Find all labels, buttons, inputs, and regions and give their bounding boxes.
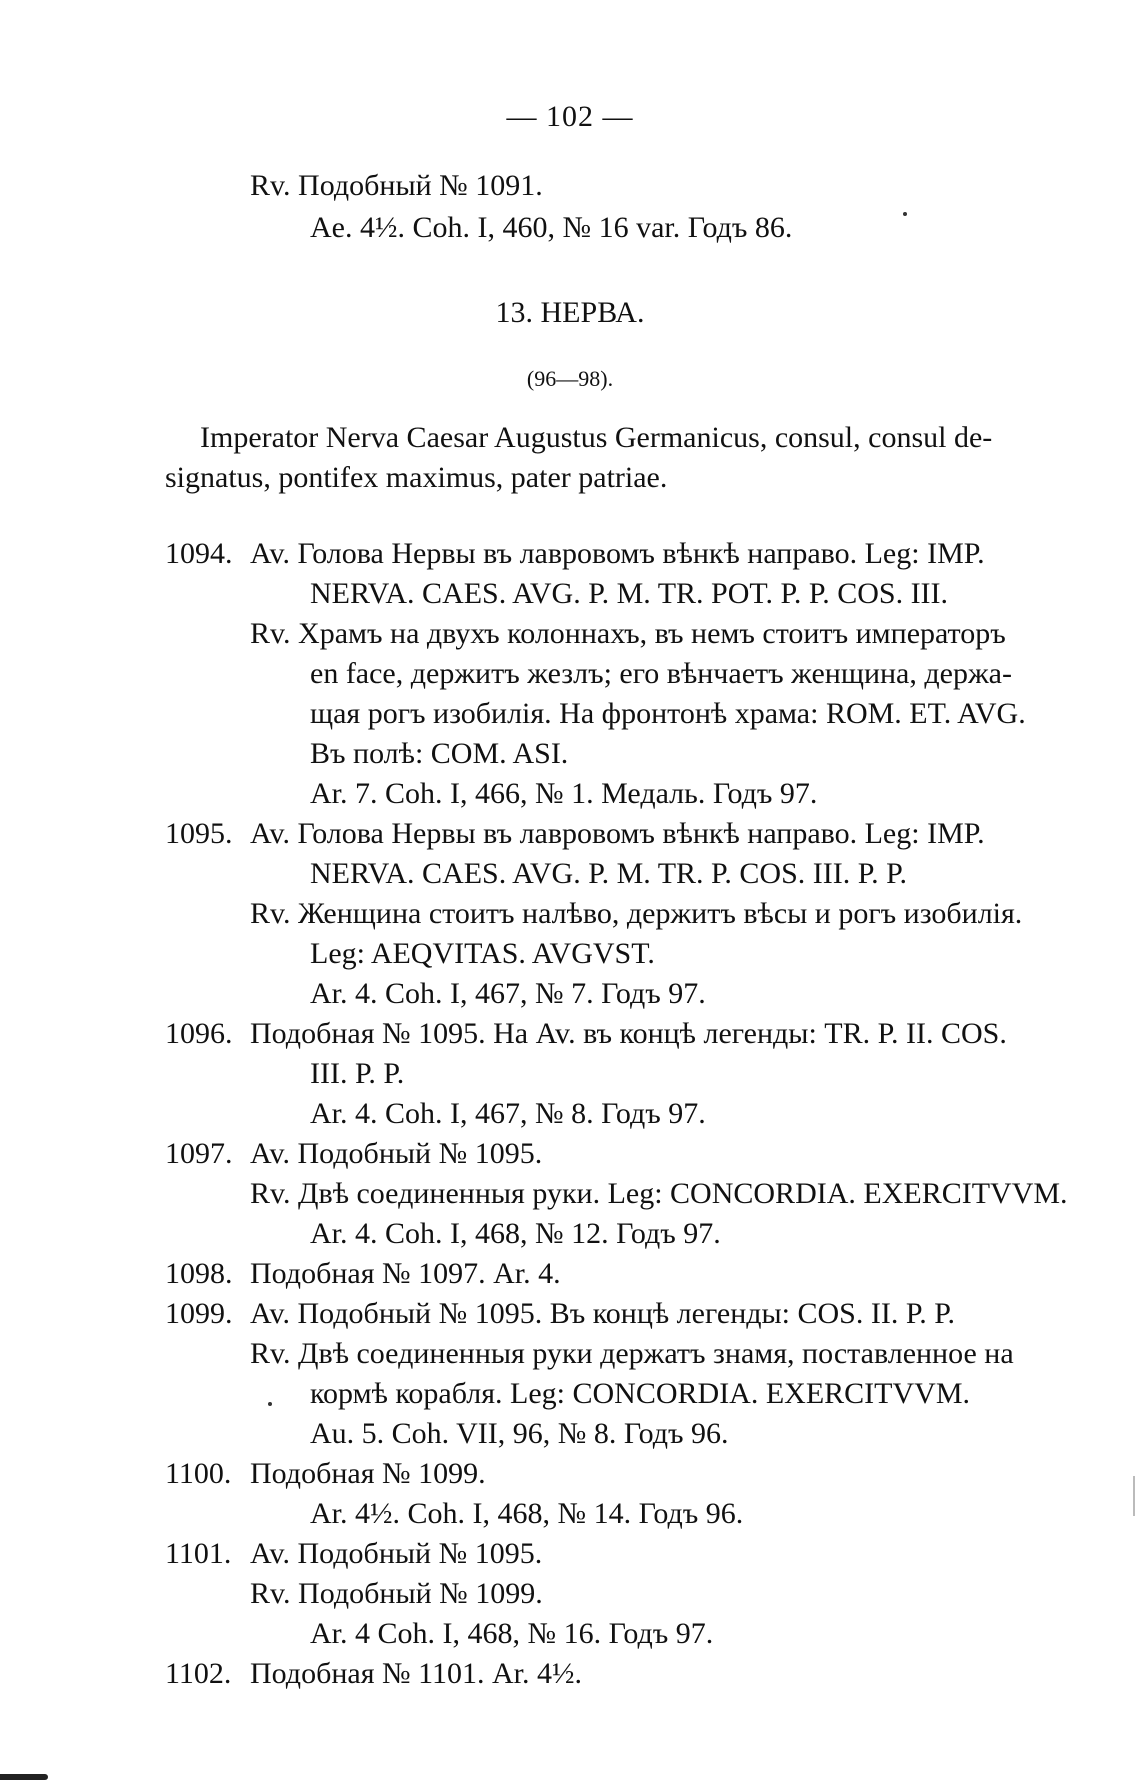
entry-line: щая рогъ изобилія. На фронтонѣ храма: ROM. ET. AVG.	[310, 697, 1026, 730]
section-years: (96—98).	[526, 366, 614, 391]
entry-number: 1095.	[165, 817, 233, 850]
entry-line: Leg: AEQVITAS. AVGVST.	[310, 937, 655, 970]
scan-edge-mark	[0, 1774, 48, 1780]
entry-number: 1102.	[165, 1657, 232, 1690]
scan-speck	[903, 212, 907, 216]
intro-text: Imperator Nerva Caesar Augustus Germanicus, consul, consul de-	[200, 421, 993, 454]
entry-number: 1100.	[165, 1457, 232, 1490]
entry-line: Av. Голова Нервы въ лавровомъ вѣнкѣ направо. Leg: IMP.	[250, 537, 985, 570]
entry-line: Ar. 4½. Coh. I, 468, № 14. Годъ 96.	[310, 1497, 744, 1530]
entry-number: 1094.	[165, 537, 233, 570]
entry-line: Rv. Храмъ на двухъ колоннахъ, въ немъ стоитъ императоръ	[250, 617, 1006, 650]
entry-number: 1099.	[165, 1297, 233, 1330]
entry-line: Ar. 7. Coh. I, 466, № 1. Медаль. Годъ 97.	[310, 777, 818, 810]
entry-line: Подобная № 1099.	[250, 1457, 486, 1490]
entry-line: NERVA. CAES. AVG. P. M. TR. P. COS. III. P. P.	[310, 857, 907, 890]
entry-line: Av. Подобный № 1095.	[250, 1537, 543, 1570]
entry-line: Ar. 4 Coh. I, 468, № 16. Годъ 97.	[310, 1617, 714, 1650]
intro-text: signatus, pontifex maximus, pater patriae.	[165, 461, 668, 494]
entry-number: 1101.	[165, 1537, 232, 1570]
entry-line: Подобная № 1097. Ar. 4.	[250, 1257, 561, 1290]
scan-edge-mark	[1133, 1476, 1135, 1516]
entry-line: en face, держитъ жезлъ; его вѣнчаетъ женщина, держа-	[310, 657, 1012, 690]
entry-line: Ar. 4. Coh. I, 468, № 12. Годъ 97.	[310, 1217, 721, 1250]
entry-line: NERVA. CAES. AVG. P. M. TR. POT. P. P. COS. III.	[310, 577, 949, 610]
entry-number: 1097.	[165, 1137, 233, 1170]
entry-line: Ae. 4½. Coh. I, 460, № 16 var. Годъ 86.	[310, 211, 793, 244]
entry-line: Av. Голова Нервы въ лавровомъ вѣнкѣ направо. Leg: IMP.	[250, 817, 985, 850]
entry-line: Av. Подобный № 1095. Въ концѣ легенды: COS. II. P. P.	[250, 1297, 956, 1330]
entry-line: Въ полѣ: COM. ASI.	[310, 737, 569, 770]
entry-line: Ar. 4. Coh. I, 467, № 7. Годъ 97.	[310, 977, 706, 1010]
entry-line: кормѣ корабля. Leg: CONCORDIA. EXERCITVVM.	[310, 1377, 970, 1410]
entry-line: Au. 5. Coh. VII, 96, № 8. Годъ 96.	[310, 1417, 729, 1450]
entry-line: Rv. Женщина стоитъ налѣво, держитъ вѣсы и рогъ изобилія.	[250, 897, 1023, 930]
entry-number: 1098.	[165, 1257, 233, 1290]
entry-line: Подобная № 1101. Ar. 4½.	[250, 1657, 583, 1690]
section-heading: 13. НЕРВА.	[495, 296, 645, 329]
entry-line: Av. Подобный № 1095.	[250, 1137, 543, 1170]
entry-line: Rv. Двѣ соединенныя руки держатъ знамя, поставленное на	[250, 1337, 1014, 1370]
entry-line: Rv. Подобный № 1091.	[250, 169, 543, 202]
scan-speck	[268, 1402, 272, 1406]
entry-line: Rv. Двѣ соединенныя руки. Leg: CONCORDIA. EXERCITVVM.	[250, 1177, 1068, 1210]
entry-line: Ar. 4. Coh. I, 467, № 8. Годъ 97.	[310, 1097, 706, 1130]
entry-line: Подобная № 1095. На Av. въ концѣ легенды: TR. P. II. COS.	[250, 1017, 1007, 1050]
entry-number: 1096.	[165, 1017, 233, 1050]
entry-line: Rv. Подобный № 1099.	[250, 1577, 543, 1610]
page-number: — 102 —	[506, 100, 634, 133]
entry-line: III. P. P.	[310, 1057, 405, 1090]
